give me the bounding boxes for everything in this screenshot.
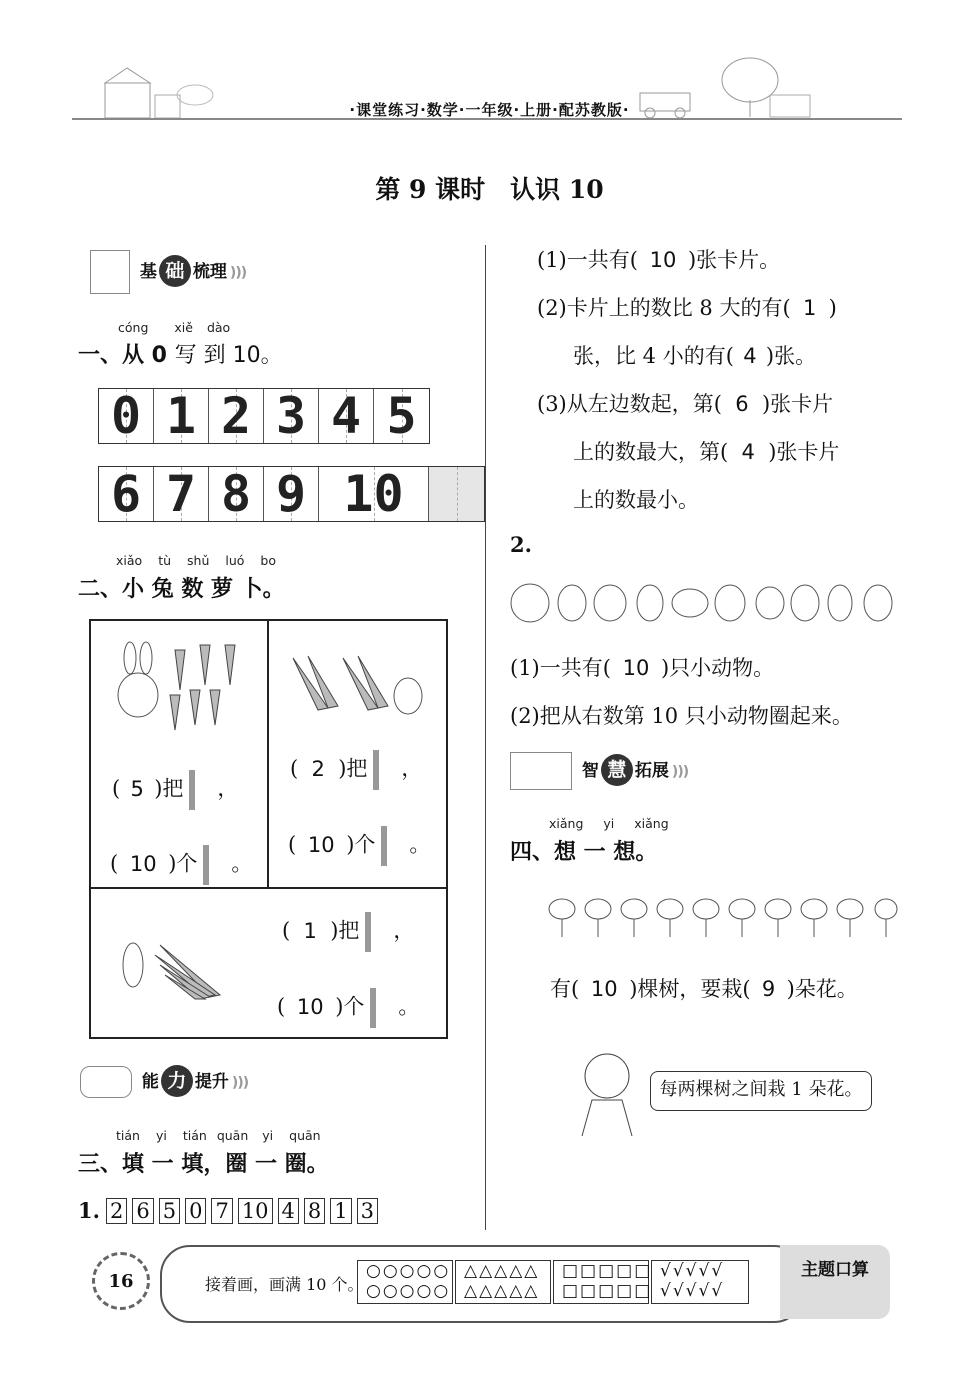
box-c-count: ( 10 )个 。 [277, 988, 419, 1028]
grid-cell: 8 [209, 467, 264, 521]
box-b-count: ( 10 )个 。 [288, 826, 430, 866]
q3-label2: 2. [510, 532, 532, 557]
section-wisdom-badge: 智 慧 拓展 ))) [510, 752, 688, 790]
carrot-box-hline [89, 887, 448, 889]
lesson-title: 第 9 课时 认识 10 [375, 175, 604, 204]
trees-row [548, 895, 898, 944]
q2-pinyin: xiǎo tù shǔ luó bo [116, 553, 277, 568]
speech-bubble: 每两棵树之间栽 1 朵花。 [650, 1071, 872, 1111]
q3-a2: (2)把从右数第 10 只小动物圈起来。 [510, 704, 853, 728]
girl-icon [567, 1048, 647, 1142]
q3-p1: (1)一共有( 10 )张卡片。 [537, 248, 781, 272]
section-basics-badge: 基 础 梳理 ))) [90, 250, 246, 294]
section-icon [90, 250, 130, 294]
carrot-box-vline [267, 619, 269, 889]
check-option: √√√√√ √√√√√ [651, 1260, 749, 1304]
q3-a1: (1)一共有( 10 )只小动物。 [510, 656, 775, 680]
triangle-option: △△△△△ △△△△△ [455, 1260, 551, 1304]
carrot-bunch-icon [165, 625, 250, 739]
q3-heading: 三、填 一 填，圈 一 圈。 [78, 1152, 329, 1177]
grid-cell: 3 [264, 389, 319, 443]
q3-pinyin: tián yi tián quān yi quān [116, 1128, 321, 1143]
section-icon [510, 752, 572, 790]
q1-heading: 一、从 0 写 到 10。 [78, 343, 283, 368]
grid-cell: 6 [99, 467, 154, 521]
grid-cell: 1 [154, 389, 209, 443]
box-b-bunches: ( 2 )把 ， [290, 750, 422, 790]
q2-heading: 二、小 兔 数 萝 卜。 [78, 577, 285, 602]
topic-label: 主题口算 [780, 1245, 890, 1319]
grid-cell [429, 467, 484, 521]
carrot-bunch-icon [115, 925, 225, 1004]
grid-cell: 0 [99, 389, 154, 443]
q3-p3b: 上的数最大，第( 4 )张卡片 [573, 440, 840, 464]
grid-cell: 7 [154, 467, 209, 521]
carrot-bunch-icon [288, 648, 428, 722]
q3-cards: 1. 2 6 5 0 7 10 4 8 1 3 [78, 1198, 383, 1224]
q3-p3c: 上的数最小。 [573, 488, 699, 512]
writing-grid-row2 [98, 466, 485, 522]
carrot-icon [373, 750, 395, 790]
carrot-icon [381, 826, 403, 866]
section-ability-badge: 能 力 提升 ))) [80, 1065, 248, 1098]
q4-heading: 四、想 一 想。 [510, 840, 658, 865]
grid-cell: 4 [319, 389, 374, 443]
section-icon [80, 1066, 132, 1098]
square-option: □□□□□ □□□□□ [553, 1260, 649, 1304]
circle-option: ○○○○○ ○○○○○ [357, 1260, 453, 1304]
q3-p3: (3)从左边数起，第( 6 )张卡片 [537, 392, 834, 416]
column-divider [485, 245, 486, 1230]
q4-answer: 有( 10 )棵树，要栽( 9 )朵花。 [550, 977, 858, 1001]
q1-pinyin: cóng xiě dào [118, 320, 231, 335]
grid-cell: 9 [264, 467, 319, 521]
carrot-icon [189, 770, 211, 810]
q4-pinyin: xiǎng yi xiǎng [549, 816, 669, 831]
box-a-count: ( 10 )个 。 [110, 845, 252, 885]
grid-cell: 10 [319, 467, 429, 521]
carrot-icon [370, 988, 392, 1028]
box-c-bunches: ( 1 )把 ， [282, 912, 414, 952]
animals-row [510, 578, 895, 632]
badge-tail-icon: ))) [229, 265, 247, 281]
bunny-icon [108, 640, 168, 724]
grid-cell: 5 [374, 389, 429, 443]
writing-grid-row1 [98, 388, 430, 444]
carrot-icon [203, 845, 225, 885]
book-header: ·课堂练习·数学·一年级·上册·配苏教版· [349, 101, 630, 119]
footer-instruction: 接着画，画满 10 个。 [205, 1275, 364, 1294]
box-a-bunches: ( 5 )把 ， [112, 770, 238, 810]
q3-p2b: 张，比 4 小的有( 4 )张。 [573, 344, 817, 368]
q3-p2: (2)卡片上的数比 8 大的有( 1 ) [537, 296, 837, 320]
carrot-icon [365, 912, 387, 952]
page-number: 16 [92, 1252, 150, 1310]
grid-cell: 2 [209, 389, 264, 443]
